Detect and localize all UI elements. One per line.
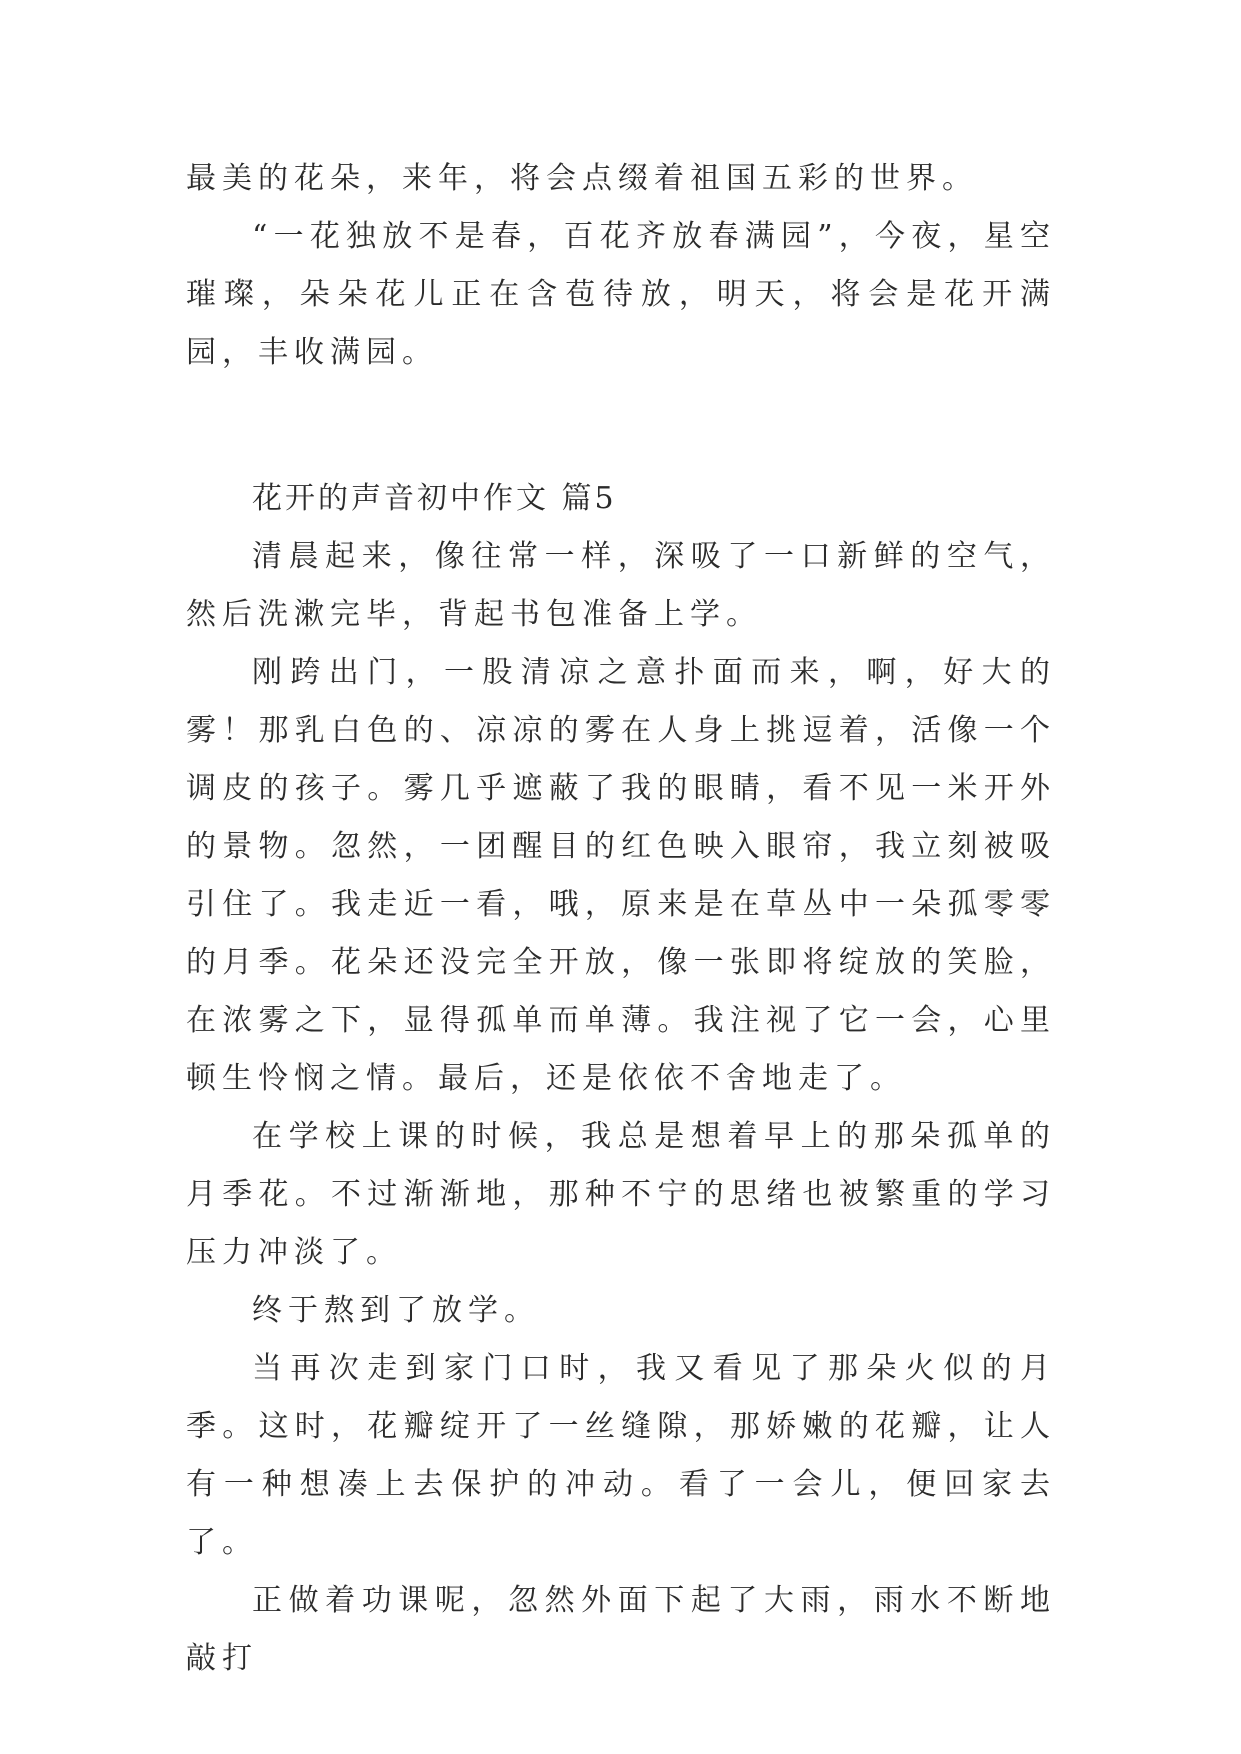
- section-heading: 花开的声音初中作文 篇5: [252, 481, 617, 516]
- section-paragraph-1: 清晨起来，像往常一样，深吸了一口新鲜的空气，然后洗漱完毕，背起书包准备上学。: [186, 539, 1056, 632]
- section-paragraph-4: 终于熬到了放学。: [252, 1293, 540, 1328]
- section-paragraph-6: 正做着功课呢，忽然外面下起了大雨，雨水不断地敲打: [186, 1583, 1056, 1676]
- paragraph-top-1: 最美的花朵，来年，将会点缀着祖国五彩的世界。: [186, 161, 978, 196]
- section-paragraph-5: 当再次走到家门口时，我又看见了那朵火似的月季。这时，花瓣绽开了一丝缝隙，那娇嫩的花瓣，让人有一种想凑上去保护的冲动。看了一会儿，便回家去了。: [186, 1351, 1056, 1560]
- section-paragraph-2: 刚跨出门，一股清凉之意扑面而来，啊，好大的雾！那乳白色的、凉凉的雾在人身上挑逗着，活像一个调皮的孩子。雾几乎遮蔽了我的眼睛，看不见一米开外的景物。忽然，一团醒目的红色映入眼帘，我立刻被吸引住了。我走近一看，哦，原来是在草丛中一朵孤零零的月季。花朵还没完全开放，像一张即将绽放的笑脸，在浓雾之下，显得孤单而单薄。我注视了它一会，心里顿生怜悯之情。最后，还是依依不舍地走了。: [186, 655, 1056, 1096]
- section-gap: [186, 382, 1056, 470]
- essay-body: [186, 150, 1056, 1688]
- paragraph-top-2: “一花独放不是春，百花齐放春满园”，今夜，星空璀璨，朵朵花儿正在含苞待放，明天，将会是花开满园，丰收满园。: [186, 219, 1056, 370]
- section-paragraph-3: 在学校上课的时候，我总是想着早上的那朵孤单的月季花。不过渐渐地，那种不宁的思绪也被繁重的学习压力冲淡了。: [186, 1119, 1056, 1270]
